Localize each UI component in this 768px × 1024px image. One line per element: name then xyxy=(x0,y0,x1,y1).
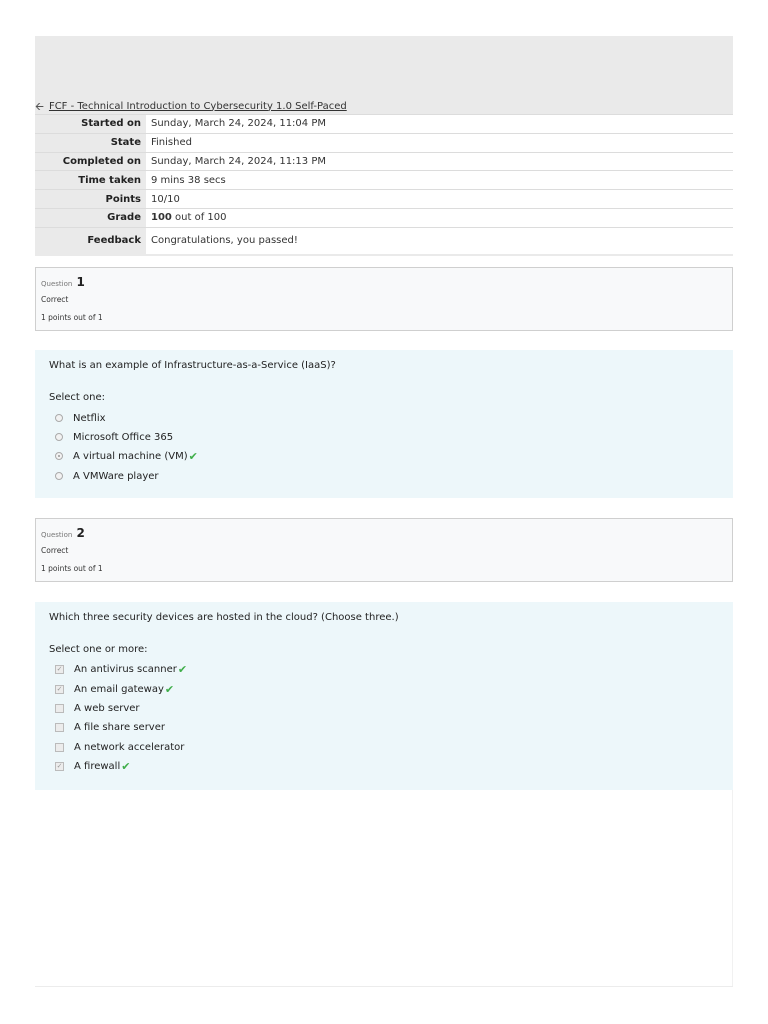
answer-prompt: Select one: xyxy=(49,392,106,403)
answer-option[interactable] xyxy=(55,429,173,445)
question-number-value: 2 xyxy=(76,526,85,540)
summary-row-state xyxy=(35,133,733,152)
answer-prompt: Select one or more: xyxy=(49,644,148,655)
answer-option[interactable] xyxy=(55,700,140,716)
answer-option[interactable] xyxy=(55,410,106,426)
checkbox-checked[interactable]: ✓ xyxy=(56,664,63,673)
answer-label: A VMWare player xyxy=(73,470,159,482)
answer-label: A firewall xyxy=(74,760,121,772)
checkbox-checked[interactable]: ✓ xyxy=(56,761,63,770)
summary-value xyxy=(146,208,733,227)
question-label: Question xyxy=(41,531,73,539)
radio-button[interactable] xyxy=(55,472,63,480)
summary-label: State xyxy=(35,133,146,152)
question-1-info xyxy=(35,267,733,331)
content-edge-rule xyxy=(732,790,733,986)
grade-out-of: out of 100 xyxy=(171,212,227,224)
radio-button[interactable] xyxy=(55,414,63,422)
checkbox-checked[interactable]: ✓ xyxy=(56,684,63,693)
summary-row-started xyxy=(35,115,733,134)
radio-button[interactable] xyxy=(55,433,63,441)
footer-divider xyxy=(35,986,733,987)
page-header-band xyxy=(35,36,733,98)
answer-label: An antivirus scanner xyxy=(74,663,177,675)
summary-row-grade xyxy=(35,208,733,227)
answer-option[interactable] xyxy=(55,448,198,464)
summary-bottom-band xyxy=(35,254,733,256)
check-icon: ✔ xyxy=(188,449,198,463)
answer-option[interactable] xyxy=(55,661,187,677)
quiz-review-page xyxy=(35,36,733,256)
question-number-value: 1 xyxy=(76,275,85,289)
checkbox[interactable] xyxy=(55,743,64,752)
answer-option[interactable] xyxy=(55,681,174,697)
answer-label: A web server xyxy=(74,702,140,714)
question-grade: 1 points out of 1 xyxy=(41,564,103,573)
answer-label: An email gateway xyxy=(74,683,164,695)
answer-label: A file share server xyxy=(74,721,165,733)
summary-row-time-taken xyxy=(35,171,733,190)
summary-label: Completed on xyxy=(35,152,146,171)
summary-label: Started on xyxy=(35,115,146,134)
answer-label: Microsoft Office 365 xyxy=(73,431,174,443)
summary-label: Time taken xyxy=(35,171,146,190)
summary-value: Congratulations, you passed! xyxy=(146,227,733,254)
arrow-left-icon[interactable]: 🡨 xyxy=(35,99,44,113)
question-1-content xyxy=(35,350,733,498)
question-number xyxy=(41,526,85,540)
answer-option[interactable] xyxy=(55,758,130,774)
check-icon: ✔ xyxy=(164,682,175,696)
check-icon: ✔ xyxy=(177,662,188,676)
question-text: What is an example of Infrastructure-as-a-Service (IaaS)? xyxy=(49,360,336,371)
course-link[interactable]: FCF - Technical Introduction to Cybersecurity 1.0 Self-Paced xyxy=(48,100,347,112)
summary-row-points xyxy=(35,190,733,209)
check-icon: ✔ xyxy=(121,759,131,773)
grade-score: 100 xyxy=(151,212,172,224)
answer-option[interactable] xyxy=(55,719,165,735)
question-grade: 1 points out of 1 xyxy=(41,313,103,322)
radio-button-selected[interactable] xyxy=(55,452,63,460)
question-state: Correct xyxy=(41,546,69,555)
checkbox[interactable] xyxy=(55,704,64,713)
question-2-content xyxy=(35,602,733,790)
answer-label: A network accelerator xyxy=(74,741,185,753)
attempt-summary xyxy=(35,98,733,256)
answer-label: A virtual machine (VM) xyxy=(73,450,188,462)
summary-label: Grade xyxy=(35,208,146,227)
summary-value: Sunday, March 24, 2024, 11:04 PM xyxy=(146,115,733,134)
summary-value: Sunday, March 24, 2024, 11:13 PM xyxy=(146,152,733,171)
question-state: Correct xyxy=(41,295,69,304)
question-2-info xyxy=(35,518,733,582)
answer-option[interactable] xyxy=(55,468,159,484)
summary-label: Feedback xyxy=(35,227,146,254)
summary-label: Points xyxy=(35,190,146,209)
answer-option[interactable] xyxy=(55,739,184,755)
question-label: Question xyxy=(41,280,73,288)
summary-value: Finished xyxy=(146,133,733,152)
breadcrumb xyxy=(35,98,733,114)
summary-row-completed xyxy=(35,152,733,171)
summary-value: 9 mins 38 secs xyxy=(146,171,733,190)
summary-row-feedback xyxy=(35,227,733,254)
summary-value: 10/10 xyxy=(146,190,733,209)
summary-table xyxy=(35,114,733,254)
question-text: Which three security devices are hosted in the cloud? (Choose three.) xyxy=(49,612,399,623)
checkbox[interactable] xyxy=(55,723,64,732)
question-number xyxy=(41,275,85,289)
answer-label: Netflix xyxy=(73,412,106,424)
